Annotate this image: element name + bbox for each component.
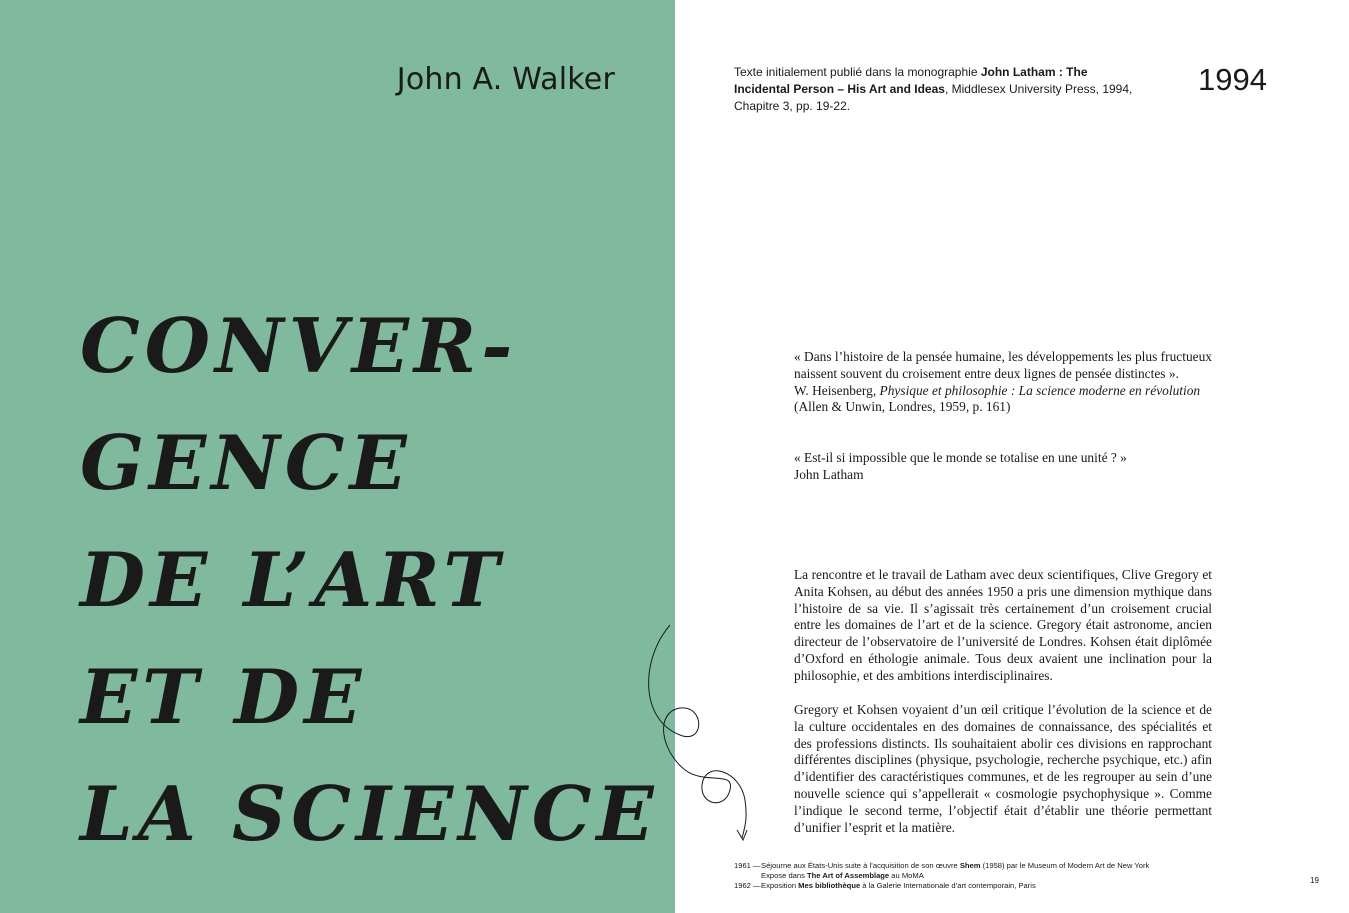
timeline-entry — [734, 871, 1194, 881]
article-title — [80, 288, 659, 873]
source-prefix: Texte initialement publié dans la monographie — [734, 65, 981, 79]
epigraph-latham — [794, 450, 1212, 484]
paragraph-text: La rencontre et le travail de Latham avec deux scientifiques, Clive Gregory et Anita Kohsen, au début des années 1950 a pris une dimension mythique dans l’histoire de sa vie. Il s’agissait très certainement d’un croisement crucial entre les domaines de l’art et de la science. Gregory était astronome, ancien directeur de l’observatoire de l’université de Londres. Kohsen était diplômée d’Oxford en éthologie animale. Tous deux avaient une inclination pour la philosophie, et des ambitions interdisciplinaires. — [794, 567, 1212, 683]
title-line: DE L’ART — [80, 536, 505, 624]
timeline-entry — [734, 861, 1194, 871]
source-suffix: , Middlesex University Press, 1994, Chapitre 3, pp. 19-22. — [734, 82, 1133, 113]
body-paragraph — [794, 567, 1212, 685]
title-line: ET DE — [80, 653, 367, 741]
timeline-entry — [734, 881, 1194, 891]
publication-year: 1994 — [1198, 62, 1267, 97]
author-name: John A. Walker — [396, 62, 615, 97]
body-paragraph — [794, 702, 1212, 836]
quote-author: John Latham — [794, 466, 864, 482]
timeline-year: 1962 — — [734, 881, 761, 890]
timeline-year: 1961 — — [734, 861, 761, 870]
title-line: LA SCIENCE — [80, 770, 659, 858]
quote-author: W. Heisenberg, — [794, 382, 880, 398]
timeline-description: Expose dans The Art of Assemblage au MoMA — [761, 871, 924, 880]
timeline-year — [734, 871, 761, 881]
timeline-description: Séjourne aux États-Unis suite à l’acquisition de son œuvre Shem (1958) par le Museum of Modern Art de New York — [761, 861, 1150, 870]
quote-text: « Dans l’histoire de la pensée humaine, les développements les plus fructueux naissent souvent du croisement entre deux lignes de pensée distinctes ». — [794, 349, 1212, 381]
title-line: CONVER- — [80, 302, 518, 390]
quote-work: Physique et philosophie : La science moderne en révolution — [879, 382, 1201, 398]
source-note — [734, 64, 1144, 115]
timeline — [734, 861, 1194, 891]
epigraph-heisenberg — [794, 349, 1212, 416]
paragraph-text: Gregory et Kohsen voyaient d’un œil critique l’évolution de la science et de la culture occidentales en des domaines de connaissance, des spécialités et des professions distincts. Ils souhaitaient abolir ces divisions en rapprochant différentes disciplines (physique, psychologie, recherche psychique, etc.) afin d’identifier des caractéristiques communes, et de les regrouper au sein d’une nouvelle science qui s’appellerait « cosmologie psychophysique ». Comme l’indique le second terme, l’objectif était d’établir une théorie permettant d’unifier l’esprit et la matière. — [794, 702, 1212, 835]
looping-arrow-doodle — [640, 620, 760, 860]
timeline-description: Exposition Mes bibliothèque à la Galerie Internationale d’art contemporain, Paris — [761, 881, 1036, 890]
title-line: GENCE — [80, 419, 412, 507]
quote-reference: (Allen & Unwin, Londres, 1959, p. 161) — [794, 399, 1011, 415]
source-book-title: John Latham : The Incidental Person – His Art and Ideas — [734, 65, 1088, 96]
page-number: 19 — [1310, 876, 1319, 885]
quote-text: « Est-il si impossible que le monde se totalise en une unité ? » — [794, 450, 1127, 465]
